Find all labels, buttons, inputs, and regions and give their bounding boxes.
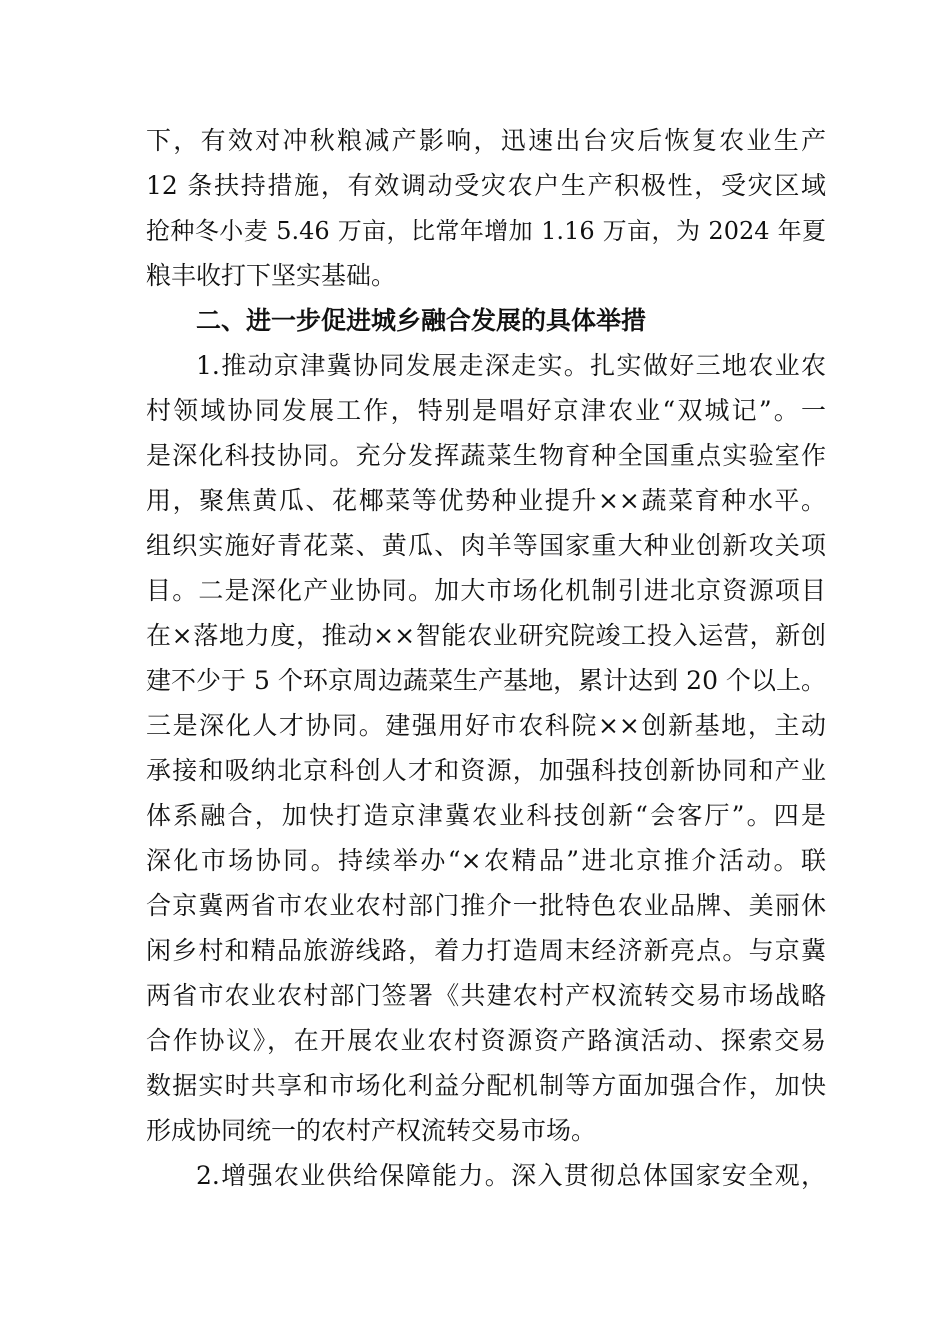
paragraph-2-line-12: 深化市场协同。持续举办“×农精品”进北京推介活动。联 [146,846,826,875]
paragraph-1-line-4: 粮丰收打下坚实基础。 [146,261,397,290]
paragraph-2-line-9: 三是深化人才协同。建强用好市农科院××创新基地，主动 [146,711,826,740]
paragraph-2-line-3: 是深化科技协同。充分发挥蔬菜生物育种全国重点实验室作 [146,441,826,470]
paragraph-2-line-14: 闲乡村和精品旅游线路，着力打造周末经济新亮点。与京冀 [146,936,826,965]
paragraph-2-line-8: 建不少于 5 个环京周边蔬菜生产基地，累计达到 20 个以上。 [146,666,826,695]
paragraph-1-line-3: 抢种冬小麦 5.46 万亩，比常年增加 1.16 万亩，为 2024 年夏 [146,217,826,245]
paragraph-1-line-1: 下，有效对冲秋粮减产影响，迅速出台灾后恢复农业生产 [146,126,826,155]
paragraph-1-line-2: 12 条扶持措施，有效调动受灾农户生产积极性，受灾区域 [146,171,826,200]
paragraph-2-line-16: 合作协议》，在开展农业农村资源资产路演活动、探索交易 [146,1026,826,1055]
paragraph-2-line-6: 目。二是深化产业协同。加大市场化机制引进北京资源项目 [146,576,826,605]
paragraph-2-line-17: 数据实时共享和市场化利益分配机制等方面加强合作，加快 [146,1071,826,1100]
paragraph-2-line-1: 1.推动京津冀协同发展走深走实。扎实做好三地农业农 [196,351,826,380]
paragraph-2-line-13: 合京冀两省市农业农村部门推介一批特色农业品牌、美丽休 [146,891,826,920]
paragraph-2-line-4: 用，聚焦黄瓜、花椰菜等优势种业提升××蔬菜育种水平。 [146,486,826,515]
paragraph-2-line-15: 两省市农业农村部门签署《共建农村产权流转交易市场战略 [146,981,826,1010]
paragraph-2-line-7: 在×落地力度，推动××智能农业研究院竣工投入运营，新创 [146,621,826,650]
section-heading: 二、进一步促进城乡融合发展的具体举措 [196,306,647,335]
paragraph-2-line-2: 村领域协同发展工作，特别是唱好京津农业“双城记”。一 [146,396,826,425]
paragraph-2-line-18: 形成协同统一的农村产权流转交易市场。 [146,1116,597,1145]
paragraph-3-line-1: 2.增强农业供给保障能力。深入贯彻总体国家安全观， [196,1161,826,1190]
paragraph-2-line-10: 承接和吸纳北京科创人才和资源，加强科技创新协同和产业 [146,756,826,785]
paragraph-2-line-5: 组织实施好青花菜、黄瓜、肉羊等国家重大种业创新攻关项 [146,531,826,560]
paragraph-2-line-11: 体系融合，加快打造京津冀农业科技创新“会客厅”。四是 [146,801,826,830]
